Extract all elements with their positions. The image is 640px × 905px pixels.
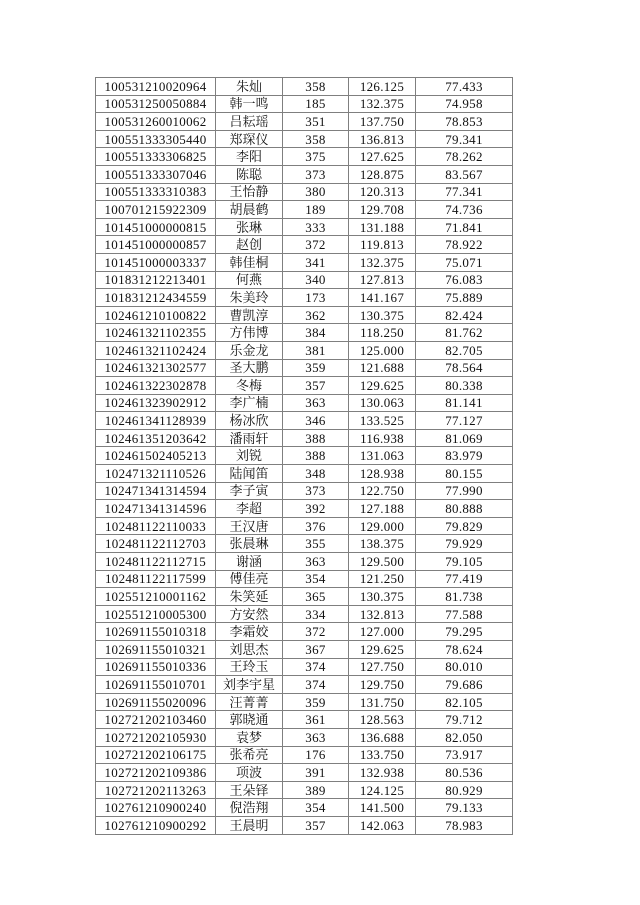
score-3-cell: 80.155	[416, 465, 513, 483]
score-1-cell: 359	[283, 693, 349, 711]
score-2-cell: 131.188	[349, 218, 416, 236]
score-2-cell: 127.813	[349, 271, 416, 289]
table-row	[96, 201, 513, 219]
table-row	[96, 306, 513, 324]
table-row	[96, 816, 513, 834]
score-3-cell: 71.841	[416, 218, 513, 236]
table-row	[96, 500, 513, 518]
name-cell: 汪菁菁	[216, 693, 283, 711]
score-3-cell: 74.736	[416, 201, 513, 219]
name-cell: 倪浩翔	[216, 799, 283, 817]
score-2-cell: 121.688	[349, 359, 416, 377]
name-cell: 朱灿	[216, 78, 283, 96]
score-1-cell: 359	[283, 359, 349, 377]
exam-id-cell: 102471341314594	[96, 482, 216, 500]
table-row	[96, 271, 513, 289]
score-1-cell: 374	[283, 658, 349, 676]
name-cell: 李子寅	[216, 482, 283, 500]
score-2-cell: 125.000	[349, 341, 416, 359]
score-1-cell: 361	[283, 711, 349, 729]
table-row	[96, 728, 513, 746]
score-3-cell: 79.105	[416, 553, 513, 571]
score-1-cell: 357	[283, 816, 349, 834]
score-1-cell: 372	[283, 236, 349, 254]
table-row	[96, 676, 513, 694]
score-3-cell: 82.424	[416, 306, 513, 324]
name-cell: 傅佳亮	[216, 570, 283, 588]
score-2-cell: 128.938	[349, 465, 416, 483]
table-row	[96, 570, 513, 588]
score-1-cell: 389	[283, 781, 349, 799]
score-3-cell: 77.990	[416, 482, 513, 500]
exam-id-cell: 102551210001162	[96, 588, 216, 606]
scores-table	[95, 77, 513, 835]
table-row	[96, 218, 513, 236]
score-1-cell: 348	[283, 465, 349, 483]
score-2-cell: 131.063	[349, 447, 416, 465]
score-2-cell: 128.875	[349, 165, 416, 183]
score-2-cell: 119.813	[349, 236, 416, 254]
exam-id-cell: 102691155010336	[96, 658, 216, 676]
score-2-cell: 142.063	[349, 816, 416, 834]
name-cell: 韩一鸣	[216, 95, 283, 113]
exam-id-cell: 102721202113263	[96, 781, 216, 799]
score-1-cell: 185	[283, 95, 349, 113]
table-row	[96, 781, 513, 799]
score-2-cell: 127.188	[349, 500, 416, 518]
name-cell: 郭晓通	[216, 711, 283, 729]
score-2-cell: 127.750	[349, 658, 416, 676]
score-1-cell: 384	[283, 324, 349, 342]
name-cell: 赵创	[216, 236, 283, 254]
exam-id-cell: 100531260010062	[96, 113, 216, 131]
name-cell: 方安然	[216, 605, 283, 623]
name-cell: 王朵铎	[216, 781, 283, 799]
table-row	[96, 658, 513, 676]
score-3-cell: 77.433	[416, 78, 513, 96]
score-1-cell: 354	[283, 799, 349, 817]
score-3-cell: 79.829	[416, 517, 513, 535]
score-3-cell: 79.712	[416, 711, 513, 729]
exam-id-cell: 102551210005300	[96, 605, 216, 623]
score-2-cell: 118.250	[349, 324, 416, 342]
exam-id-cell: 100701215922309	[96, 201, 216, 219]
score-3-cell: 77.419	[416, 570, 513, 588]
table-row	[96, 447, 513, 465]
table-row	[96, 324, 513, 342]
exam-id-cell: 102461210100822	[96, 306, 216, 324]
exam-id-cell: 102761210900292	[96, 816, 216, 834]
table-row	[96, 623, 513, 641]
exam-id-cell: 100551333306825	[96, 148, 216, 166]
exam-id-cell: 102461322302878	[96, 377, 216, 395]
score-2-cell: 137.750	[349, 113, 416, 131]
name-cell: 李广楠	[216, 394, 283, 412]
score-3-cell: 73.917	[416, 746, 513, 764]
name-cell: 杨冰欣	[216, 412, 283, 430]
table-row	[96, 482, 513, 500]
score-2-cell: 120.313	[349, 183, 416, 201]
name-cell: 曹凯淳	[216, 306, 283, 324]
name-cell: 王晨明	[216, 816, 283, 834]
score-1-cell: 380	[283, 183, 349, 201]
score-3-cell: 83.567	[416, 165, 513, 183]
name-cell: 王怡静	[216, 183, 283, 201]
exam-id-cell: 100551333307046	[96, 165, 216, 183]
name-cell: 李超	[216, 500, 283, 518]
table-row	[96, 236, 513, 254]
name-cell: 王汉唐	[216, 517, 283, 535]
name-cell: 张晨琳	[216, 535, 283, 553]
name-cell: 刘锐	[216, 447, 283, 465]
name-cell: 刘李宇星	[216, 676, 283, 694]
exam-id-cell: 102721202103460	[96, 711, 216, 729]
table-row	[96, 799, 513, 817]
score-2-cell: 136.813	[349, 130, 416, 148]
exam-id-cell: 102691155010321	[96, 641, 216, 659]
name-cell: 张希亮	[216, 746, 283, 764]
score-1-cell: 363	[283, 553, 349, 571]
exam-id-cell: 102721202105930	[96, 728, 216, 746]
score-2-cell: 129.708	[349, 201, 416, 219]
score-2-cell: 136.688	[349, 728, 416, 746]
score-2-cell: 129.500	[349, 553, 416, 571]
table-row	[96, 746, 513, 764]
score-1-cell: 351	[283, 113, 349, 131]
score-3-cell: 80.338	[416, 377, 513, 395]
score-2-cell: 129.750	[349, 676, 416, 694]
score-1-cell: 358	[283, 130, 349, 148]
name-cell: 冬梅	[216, 377, 283, 395]
table-row	[96, 78, 513, 96]
table-row	[96, 253, 513, 271]
exam-id-cell: 102461351203642	[96, 429, 216, 447]
score-3-cell: 81.762	[416, 324, 513, 342]
name-cell: 王玲玉	[216, 658, 283, 676]
exam-id-cell: 102761210900240	[96, 799, 216, 817]
score-1-cell: 367	[283, 641, 349, 659]
name-cell: 朱笑延	[216, 588, 283, 606]
score-2-cell: 132.375	[349, 95, 416, 113]
name-cell: 李阳	[216, 148, 283, 166]
score-3-cell: 82.705	[416, 341, 513, 359]
name-cell: 陈聪	[216, 165, 283, 183]
score-3-cell: 78.853	[416, 113, 513, 131]
exam-id-cell: 102481122117599	[96, 570, 216, 588]
score-1-cell: 340	[283, 271, 349, 289]
score-3-cell: 79.133	[416, 799, 513, 817]
table-row	[96, 693, 513, 711]
score-2-cell: 127.625	[349, 148, 416, 166]
name-cell: 张琳	[216, 218, 283, 236]
score-1-cell: 373	[283, 165, 349, 183]
score-1-cell: 189	[283, 201, 349, 219]
table-row	[96, 394, 513, 412]
table-row	[96, 148, 513, 166]
exam-id-cell: 102691155020096	[96, 693, 216, 711]
table-row	[96, 165, 513, 183]
score-2-cell: 129.625	[349, 377, 416, 395]
exam-id-cell: 100531210020964	[96, 78, 216, 96]
exam-id-cell: 102471341314596	[96, 500, 216, 518]
name-cell: 朱美玲	[216, 289, 283, 307]
table-row	[96, 289, 513, 307]
score-3-cell: 77.127	[416, 412, 513, 430]
score-1-cell: 341	[283, 253, 349, 271]
score-1-cell: 354	[283, 570, 349, 588]
name-cell: 李霜姣	[216, 623, 283, 641]
exam-id-cell: 102481122112703	[96, 535, 216, 553]
score-1-cell: 358	[283, 78, 349, 96]
table-row	[96, 517, 513, 535]
name-cell: 袁梦	[216, 728, 283, 746]
table-row	[96, 113, 513, 131]
name-cell: 陆闻笛	[216, 465, 283, 483]
score-3-cell: 81.738	[416, 588, 513, 606]
scores-table-body	[96, 78, 513, 835]
score-3-cell: 83.979	[416, 447, 513, 465]
table-row	[96, 588, 513, 606]
exam-id-cell: 101451000000815	[96, 218, 216, 236]
score-1-cell: 374	[283, 676, 349, 694]
score-1-cell: 363	[283, 728, 349, 746]
score-1-cell: 388	[283, 447, 349, 465]
score-1-cell: 173	[283, 289, 349, 307]
name-cell: 刘思杰	[216, 641, 283, 659]
score-3-cell: 75.889	[416, 289, 513, 307]
exam-id-cell: 100531250050884	[96, 95, 216, 113]
name-cell: 谢涵	[216, 553, 283, 571]
name-cell: 圣大鹏	[216, 359, 283, 377]
name-cell: 潘雨轩	[216, 429, 283, 447]
exam-id-cell: 102691155010318	[96, 623, 216, 641]
score-3-cell: 78.922	[416, 236, 513, 254]
score-1-cell: 357	[283, 377, 349, 395]
table-row	[96, 605, 513, 623]
score-3-cell: 81.069	[416, 429, 513, 447]
score-2-cell: 132.938	[349, 764, 416, 782]
score-2-cell: 129.625	[349, 641, 416, 659]
score-1-cell: 363	[283, 394, 349, 412]
score-3-cell: 80.536	[416, 764, 513, 782]
name-cell: 何燕	[216, 271, 283, 289]
score-3-cell: 74.958	[416, 95, 513, 113]
score-1-cell: 334	[283, 605, 349, 623]
score-1-cell: 391	[283, 764, 349, 782]
exam-id-cell: 101831212434559	[96, 289, 216, 307]
exam-id-cell: 102461321102355	[96, 324, 216, 342]
exam-id-cell: 102461323902912	[96, 394, 216, 412]
score-1-cell: 375	[283, 148, 349, 166]
table-row	[96, 711, 513, 729]
score-2-cell: 138.375	[349, 535, 416, 553]
name-cell: 吕耘瑶	[216, 113, 283, 131]
score-3-cell: 81.141	[416, 394, 513, 412]
score-1-cell: 388	[283, 429, 349, 447]
exam-id-cell: 101451000000857	[96, 236, 216, 254]
exam-id-cell: 102691155010701	[96, 676, 216, 694]
table-row	[96, 341, 513, 359]
exam-id-cell: 102471321110526	[96, 465, 216, 483]
name-cell: 韩佳桐	[216, 253, 283, 271]
score-1-cell: 346	[283, 412, 349, 430]
score-3-cell: 79.686	[416, 676, 513, 694]
score-3-cell: 79.341	[416, 130, 513, 148]
name-cell: 项波	[216, 764, 283, 782]
score-1-cell: 373	[283, 482, 349, 500]
table-row	[96, 429, 513, 447]
score-2-cell: 141.167	[349, 289, 416, 307]
score-2-cell: 121.250	[349, 570, 416, 588]
score-2-cell: 132.375	[349, 253, 416, 271]
score-3-cell: 82.105	[416, 693, 513, 711]
score-3-cell: 77.341	[416, 183, 513, 201]
table-row	[96, 359, 513, 377]
table-row	[96, 764, 513, 782]
exam-id-cell: 102461502405213	[96, 447, 216, 465]
exam-id-cell: 101451000003337	[96, 253, 216, 271]
table-row	[96, 412, 513, 430]
exam-id-cell: 101831212213401	[96, 271, 216, 289]
exam-id-cell: 102481122110033	[96, 517, 216, 535]
score-3-cell: 78.262	[416, 148, 513, 166]
table-row	[96, 377, 513, 395]
score-2-cell: 130.375	[349, 306, 416, 324]
name-cell: 方伟博	[216, 324, 283, 342]
score-3-cell: 80.010	[416, 658, 513, 676]
score-2-cell: 130.063	[349, 394, 416, 412]
score-2-cell: 133.525	[349, 412, 416, 430]
score-3-cell: 79.295	[416, 623, 513, 641]
score-1-cell: 392	[283, 500, 349, 518]
score-1-cell: 365	[283, 588, 349, 606]
score-3-cell: 80.888	[416, 500, 513, 518]
exam-id-cell: 102721202106175	[96, 746, 216, 764]
score-2-cell: 130.375	[349, 588, 416, 606]
score-2-cell: 129.000	[349, 517, 416, 535]
exam-id-cell: 100551333310383	[96, 183, 216, 201]
score-2-cell: 124.125	[349, 781, 416, 799]
score-1-cell: 372	[283, 623, 349, 641]
exam-id-cell: 102461321302577	[96, 359, 216, 377]
score-3-cell: 78.624	[416, 641, 513, 659]
score-3-cell: 80.929	[416, 781, 513, 799]
exam-id-cell: 102721202109386	[96, 764, 216, 782]
score-3-cell: 76.083	[416, 271, 513, 289]
score-2-cell: 132.813	[349, 605, 416, 623]
exam-id-cell: 102481122112715	[96, 553, 216, 571]
score-1-cell: 376	[283, 517, 349, 535]
table-row	[96, 465, 513, 483]
name-cell: 乐金龙	[216, 341, 283, 359]
score-1-cell: 381	[283, 341, 349, 359]
score-3-cell: 75.071	[416, 253, 513, 271]
name-cell: 郑琛仪	[216, 130, 283, 148]
score-3-cell: 79.929	[416, 535, 513, 553]
table-row	[96, 130, 513, 148]
exam-id-cell: 102461341128939	[96, 412, 216, 430]
table-row	[96, 641, 513, 659]
exam-id-cell: 102461321102424	[96, 341, 216, 359]
score-3-cell: 78.564	[416, 359, 513, 377]
table-row	[96, 553, 513, 571]
table-row	[96, 95, 513, 113]
score-1-cell: 176	[283, 746, 349, 764]
score-2-cell: 116.938	[349, 429, 416, 447]
score-2-cell: 127.000	[349, 623, 416, 641]
score-2-cell: 128.563	[349, 711, 416, 729]
score-1-cell: 355	[283, 535, 349, 553]
score-2-cell: 131.750	[349, 693, 416, 711]
score-3-cell: 78.983	[416, 816, 513, 834]
exam-id-cell: 100551333305440	[96, 130, 216, 148]
table-row	[96, 183, 513, 201]
score-2-cell: 122.750	[349, 482, 416, 500]
score-3-cell: 82.050	[416, 728, 513, 746]
name-cell: 胡晨鹤	[216, 201, 283, 219]
score-3-cell: 77.588	[416, 605, 513, 623]
score-2-cell: 141.500	[349, 799, 416, 817]
score-1-cell: 362	[283, 306, 349, 324]
score-2-cell: 126.125	[349, 78, 416, 96]
score-2-cell: 133.750	[349, 746, 416, 764]
score-1-cell: 333	[283, 218, 349, 236]
table-row	[96, 535, 513, 553]
